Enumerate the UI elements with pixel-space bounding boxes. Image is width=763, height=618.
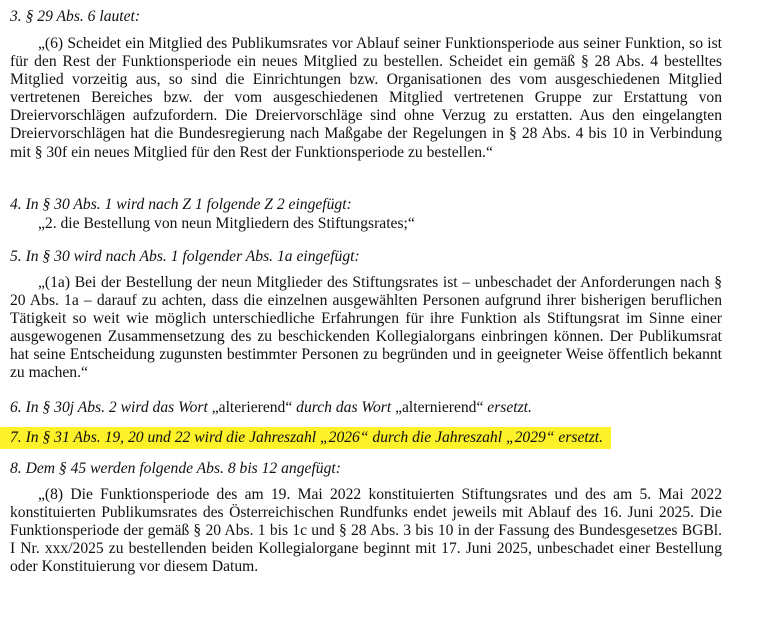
section-3-heading: 3. § 29 Abs. 6 lautet: [10,8,141,25]
section-6-old-word: „alterierend“ [211,399,293,416]
section-4-heading: 4. In § 30 Abs. 1 wird nach Z 1 folgende Z 2 eingefügt: [10,196,352,213]
section-4-body: „2. die Bestellung von neun Mitgliedern des Stiftungsrates;“ [38,215,415,232]
section-7-highlight: 7. In § 31 Abs. 19, 20 und 22 wird die Jahreszahl „2026“ durch die Jahreszahl „2029“ ersetzt. [0,427,611,449]
section-6-text-c: ersetzt. [483,399,532,416]
section-6-text-b: durch das Wort [292,399,396,416]
section-3-body: „(6) Scheidet ein Mitglied des Publikumsrates vor Ablauf seiner Funktionsperiode aus seiner Funktion, so ist für den Rest der Funktionsperiode ein neues Mitglied zu bestellen. Scheidet ein gemäß § 28 Abs. 4 bestelltes Mitglied vorzeitig aus, so sind die Einrichtungen bzw. Organisationen des vom ausgeschiedenen Mitglied vertretenen Bereiches bzw. der vom ausgeschiedenen Mitglied vertretenen Gruppe zur Erstattung von Dreiervorschlägen aufzufordern. Die Dreiervorschläge sind ohne Verzug zu erstatten. Aus den eingelangten Dreiervorschlägen hat die Bundesregierung nach Maßgabe der Regelungen in § 28 Abs. 4 bis 10 in Verbindung mit § 30f ein neues Mitglied für den Rest der Funktionsperiode zu bestellen.“ [10,35,722,161]
section-7-heading [10,429,722,447]
section-5-heading: 5. In § 30 wird nach Abs. 1 folgender Abs. 1a eingefügt: [10,248,360,265]
section-8-body: „(8) Die Funktionsperiode des am 19. Mai 2022 konstituierten Stiftungsrates und des am 5. Mai 2022 konstituierten Publikumsrates des Österreichischen Rundfunks endet jeweils mit Ablauf des 16. Juni 2025. Die Funktionsperiode der gemäß § 20 Abs. 1 bis 1c und § 28 Abs. 3 bis 10 in der Fassung des Bundesgesetzes BGBl. I Nr. xxx/2025 zu bestellenden beiden Kollegialorgane beginnt mit 17. Juni 2025, unbeschadet einer Bestellung oder Konstituierung vor diesem Datum. [10,486,722,576]
section-5-body: „(1a) Bei der Bestellung der neun Mitglieder des Stiftungsrates ist – unbeschadet der Anforderungen nach § 20 Abs. 1a – darauf zu achten, dass die einzelnen ausgewählten Personen aufgrund ihrer bisherigen beruflichen Tätigkeit so weit wie möglich unterschiedliche Erfahrungen für ihre Funktion als Stiftungsrat im Sinne einer ausgewogenen Zusammensetzung des zu beschickenden Kollegialorgans einbringen können. Der Publikumsrat hat seine Entscheidung zugunsten bestimmter Personen zu begründen und in geeigneter Weise öffentlich bekannt zu machen.“ [10,274,722,382]
section-8-heading: 8. Dem § 45 werden folgende Abs. 8 bis 12 angefügt: [10,460,341,477]
section-6-heading [10,399,722,417]
section-6-text-a: 6. In § 30j Abs. 2 wird das Wort [10,399,212,416]
section-6-new-word: „alternierend“ [395,399,484,416]
